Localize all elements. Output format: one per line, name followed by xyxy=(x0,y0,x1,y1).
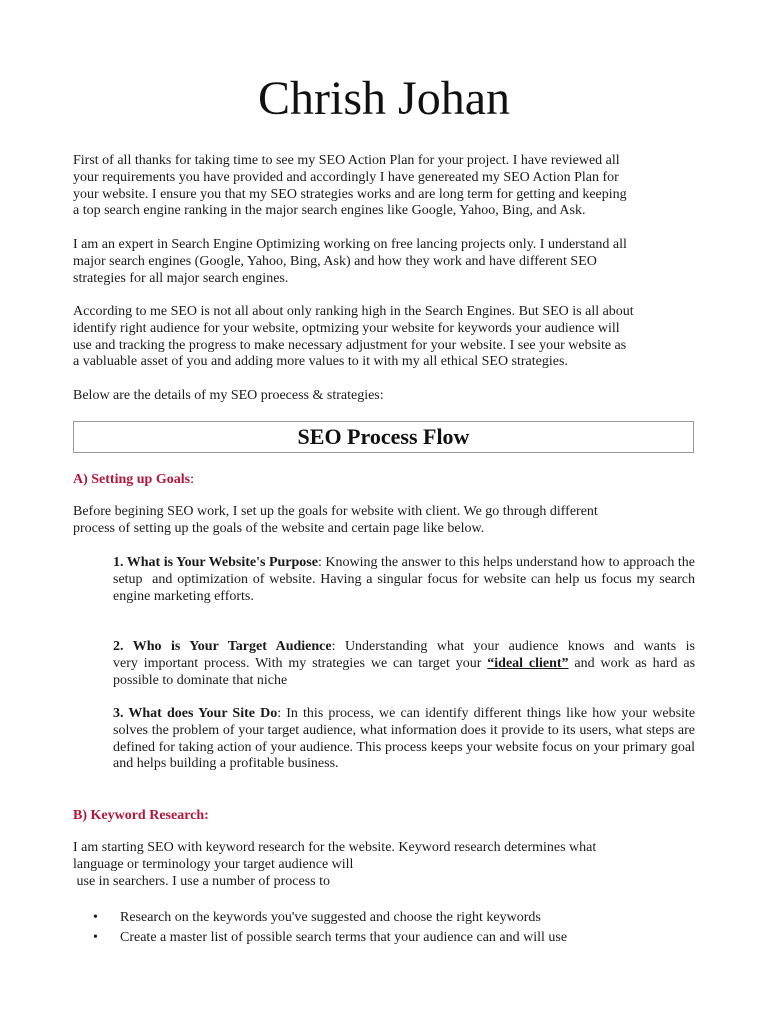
goal-item-2-heading: 2. Who is Your Target Audience xyxy=(113,639,332,654)
goal-item-1-text: and optimization of website. Having a singular focus for website can help us focus my xyxy=(147,571,655,587)
intro-line: First of all thanks for taking time to see my SEO Action Plan for your project. I have reviewed all xyxy=(73,153,620,168)
keyword-line: language or terminology your target audience will xyxy=(73,856,354,872)
according-line: identify right audience for your website, optmizing your website for keywords your audience will xyxy=(73,320,620,336)
according-paragraph xyxy=(73,304,695,371)
goal-item-3-text: : In this process, we can identify different things like how your xyxy=(277,706,648,721)
goal-item-3-text: website solves the problem of your target audience, what information does it provide to its xyxy=(113,706,696,738)
goal-item-2 xyxy=(113,639,695,689)
goal-item-2-text: : Understanding what your audience knows and wants is xyxy=(331,639,695,654)
goal-item-1 xyxy=(113,555,695,605)
keyword-line: use in searchers. I use a number of process to xyxy=(73,873,330,889)
keyword-paragraph xyxy=(73,840,695,890)
intro-line: your requirements you have provided and accordingly I have genereated my SEO Action Plan for xyxy=(73,169,619,185)
goal-item-2-text: very important process. With my strategies we can target your xyxy=(113,655,488,671)
expert-line: major search engines (Google, Yahoo, Bing, Ask) and how they work and have different SEO xyxy=(73,253,597,269)
ideal-client-emphasis: “ideal client” xyxy=(487,655,569,671)
details-line: Below are the details of my SEO proecess & strategies: xyxy=(73,388,384,403)
section-a-colon: : xyxy=(190,472,194,487)
goal-item-2-text: and work as xyxy=(568,655,647,671)
goal-item-1-heading: 1. What is Your Website's Purpose xyxy=(113,555,318,570)
keyword-line: I am starting SEO with keyword research for the website. Keyword research determines what xyxy=(73,840,597,855)
bullet-dot: • xyxy=(93,910,98,925)
expert-paragraph xyxy=(73,237,695,287)
intro-line: your website. I ensure you that my SEO strategies works and are long term for getting and keeping xyxy=(73,186,627,202)
goal-item-1-text: : Knowing the answer to this helps understand how to xyxy=(317,555,620,570)
bullet-item: Research on the keywords you've suggested and choose the right keywords xyxy=(120,910,541,925)
according-line: According to me SEO is not all about only ranking high in the Search Engines. But SEO is all about xyxy=(73,304,634,319)
goal-item-1-text: approach the setup xyxy=(113,555,695,587)
bullet-dot: • xyxy=(93,930,98,945)
details-intro xyxy=(73,388,695,405)
goal-item-3 xyxy=(113,706,695,773)
goals-line: process of setting up the goals of the website and certain page like below. xyxy=(73,520,485,536)
intro-line: a top search engine ranking in the major search engines like Google, Yahoo, Bing, and Ask. xyxy=(73,203,586,219)
document-title: Chrish Johan xyxy=(258,72,510,125)
goal-item-3-text: users, what steps are defined for taking action of your audience. This process keeps your xyxy=(113,722,695,755)
process-flow-heading: SEO Process Flow xyxy=(73,421,694,453)
goal-item-3-heading: 3. What does Your Site Do xyxy=(113,706,278,721)
goal-item-3-text: website focus on your primary goal and helps building a profitable business. xyxy=(113,739,696,772)
section-a-label: A) Setting up Goals xyxy=(73,472,191,487)
goals-line: Before begining SEO work, I set up the goals for website with client. We go through different xyxy=(73,504,598,519)
expert-line: I am an expert in Search Engine Optimizing working on free lancing projects only. I understand all xyxy=(73,237,627,252)
goal-item-1-text: search engine marketing efforts. xyxy=(113,571,696,604)
goal-item-2-text: hard as possible to dominate that niche xyxy=(113,655,696,688)
section-b-heading: B) Keyword Research: xyxy=(73,808,209,823)
section-a-heading xyxy=(73,471,194,488)
according-line: a vabluable asset of you and adding more values to it with my all ethical SEO strategies. xyxy=(73,354,568,370)
according-line: use and tracking the progress to make necessary adjustment for your website. I see your website as xyxy=(73,337,627,353)
goals-paragraph xyxy=(73,504,695,538)
expert-line: strategies for all major search engines. xyxy=(73,270,289,286)
intro-paragraph xyxy=(73,153,695,220)
bullet-item: Create a master list of possible search terms that your audience can and will use xyxy=(120,930,568,945)
